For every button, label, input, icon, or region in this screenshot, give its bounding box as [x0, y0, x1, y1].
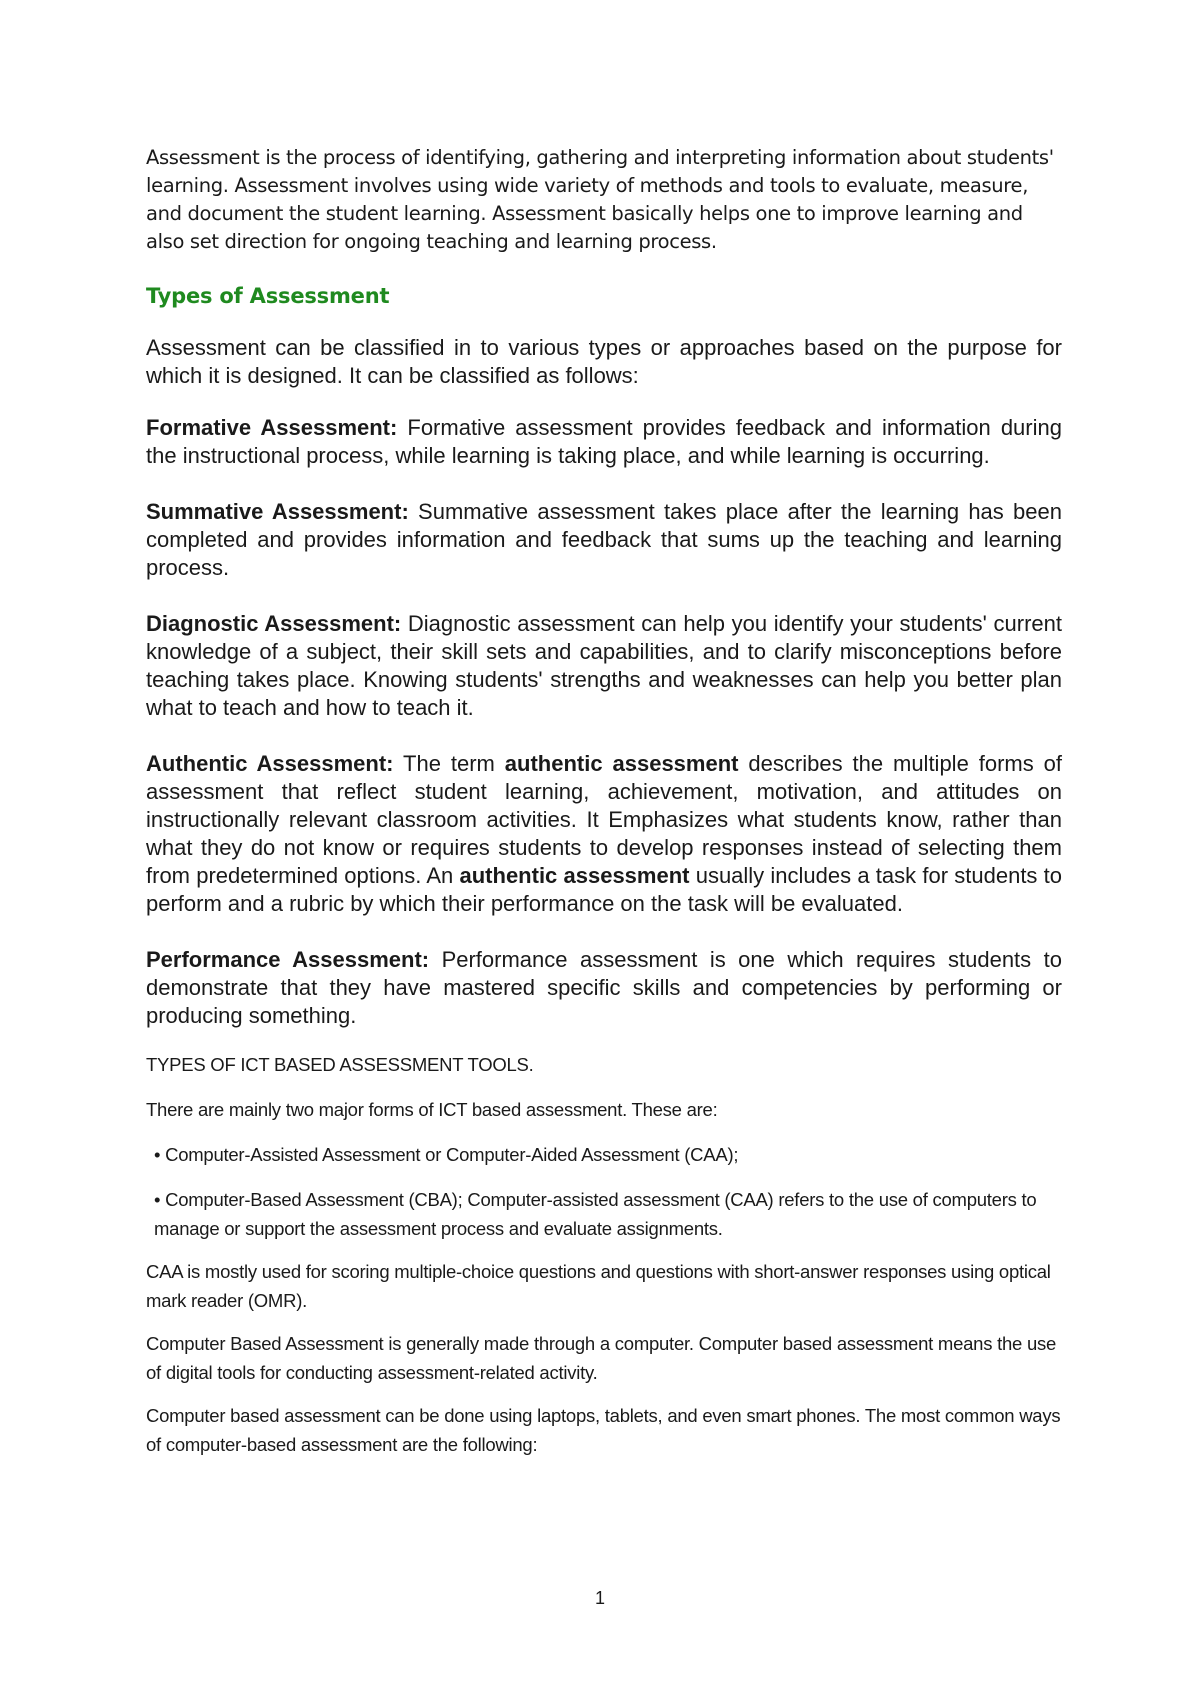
page-content [146, 144, 1062, 1459]
ict-heading: TYPES OF ICT BASED ASSESSMENT TOOLS. [146, 1054, 534, 1075]
summative-text: Summative assessment takes place after the learning has been completed and provides information and feedback that sums up the teaching and learning process. [146, 499, 1062, 580]
types-intro-paragraph: Assessment can be classified in to various types or approaches based on the purpose for which it is designed. It can be classified as follows: [146, 335, 1062, 388]
page-number: 1 [594, 1588, 605, 1608]
authentic-text-1: The term [393, 751, 505, 776]
intro-paragraph: Assessment is the process of identifying, gathering and interpreting information about students' learning. Assessment involves using wide variety of methods and tools to evaluate, measure, and document the student learning. Assessment basically helps one to improve learning and also set direction for ongoing teaching and learning process. [146, 146, 1054, 253]
ict-intro-paragraph: There are mainly two major forms of ICT based assessment. These are: [146, 1099, 718, 1120]
cba-paragraph: Computer Based Assessment is generally made through a computer. Computer based assessment means the use of digital tools for conducting assessment-related activity. [146, 1333, 1057, 1383]
authentic-term: Authentic Assessment: [146, 751, 394, 776]
performance-text: Performance assessment is one which requires students to demonstrate that they have mastered specific skills and competencies by performing or producing something. [146, 947, 1062, 1028]
authentic-bold-2: authentic assessment [459, 863, 690, 888]
diagnostic-text: Diagnostic assessment can help you identify your students' current knowledge of a subject, their skill sets and capabilities, and to clarify misconceptions before teaching takes place. Knowing students' strengths and weaknesses can help you better plan what to teach and how to teach it. [146, 611, 1062, 720]
types-of-assessment-heading: Types of Assessment [146, 284, 390, 308]
summative-term: Summative Assessment: [146, 499, 409, 524]
devices-paragraph: Computer based assessment can be done using laptops, tablets, and even smart phones. The most common ways of computer-based assessment are the following: [146, 1405, 1061, 1455]
authentic-text-2: describes the multiple forms of assessment that reflect student learning, achievement, motivation, and attitudes on instructionally relevant classroom activities. It Emphasizes what students know, rather than what they do not know or requires students to develop responses instead of selecting them from predetermined options. An [146, 751, 1062, 888]
performance-assessment-paragraph [146, 946, 1062, 1030]
authentic-text-3: usually includes a task for students to perform and a rubric by which their performance on the task will be evaluated. [146, 863, 1062, 916]
bullet-caa: • Computer-Assisted Assessment or Computer-Aided Assessment (CAA); [154, 1144, 739, 1165]
bullet-cba: • Computer-Based Assessment (CBA); Computer-assisted assessment (CAA) refers to the use of computers to manage or support the assessment process and evaluate assignments. [154, 1189, 1037, 1239]
formative-text: Formative assessment provides feedback and information during the instructional process, while learning is taking place, and while learning is occurring. [146, 415, 1062, 468]
formative-term: Formative Assessment: [146, 415, 398, 440]
authentic-assessment-paragraph [146, 750, 1062, 918]
authentic-bold-1: authentic assessment [504, 751, 739, 776]
summative-assessment-paragraph [146, 498, 1062, 582]
caa-paragraph: CAA is mostly used for scoring multiple-choice questions and questions with short-answer responses using optical mark reader (OMR). [146, 1261, 1051, 1311]
diagnostic-assessment-paragraph [146, 610, 1062, 722]
diagnostic-term: Diagnostic Assessment: [146, 611, 402, 636]
formative-assessment-paragraph [146, 414, 1062, 470]
performance-term: Performance Assessment: [146, 947, 430, 972]
